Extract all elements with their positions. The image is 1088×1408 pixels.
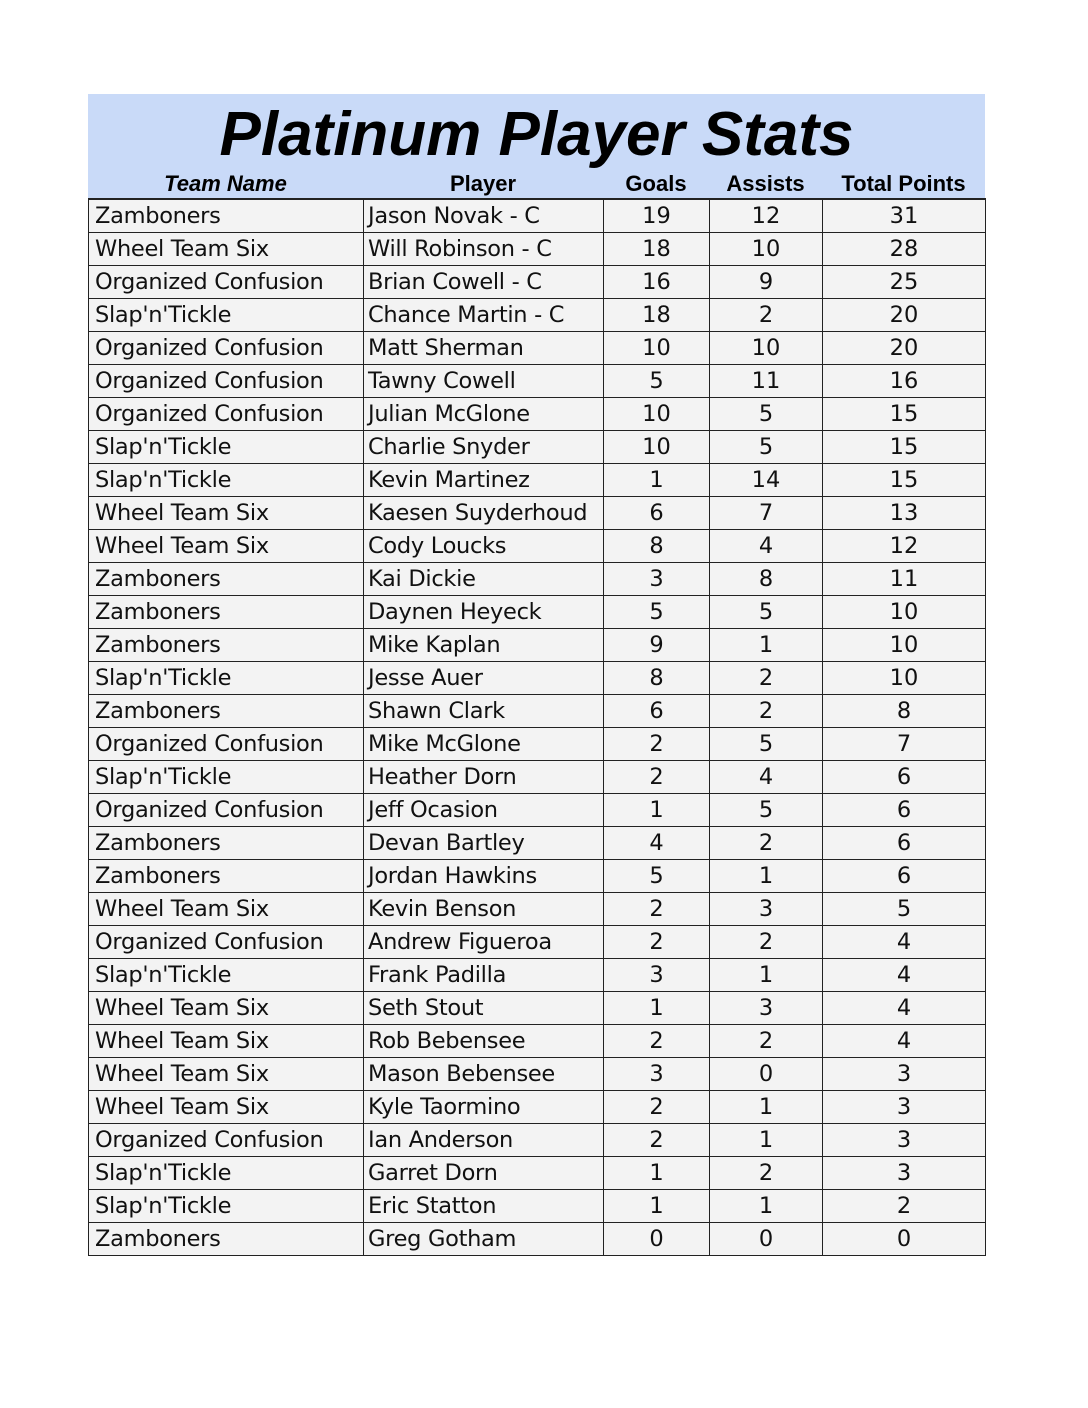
cell-total-points[interactable]: 6: [823, 827, 986, 860]
player-stats-table: [88, 198, 986, 1256]
cell-total-points[interactable]: 4: [823, 926, 986, 959]
cell-goals[interactable]: 18: [604, 233, 710, 266]
page-title: Platinum Player Stats: [219, 100, 854, 169]
cell-assists[interactable]: 10: [710, 233, 823, 266]
cell-goals[interactable]: 1: [604, 464, 710, 497]
cell-player[interactable]: Heather Dorn: [364, 761, 604, 794]
table-row: [89, 893, 986, 926]
cell-goals[interactable]: 4: [604, 827, 710, 860]
cell-total-points[interactable]: 15: [823, 398, 986, 431]
cell-goals[interactable]: 6: [604, 695, 710, 728]
cell-assists[interactable]: 2: [710, 1025, 823, 1058]
cell-player[interactable]: Julian McGlone: [364, 398, 604, 431]
column-header-team-name: Team Name: [164, 171, 287, 196]
cell-player[interactable]: Daynen Heyeck: [364, 596, 604, 629]
cell-player[interactable]: Jason Novak - C: [364, 199, 604, 233]
cell-team-name[interactable]: Slap'n'Tickle: [89, 1190, 364, 1223]
cell-assists[interactable]: 8: [710, 563, 823, 596]
cell-total-points[interactable]: 3: [823, 1058, 986, 1091]
cell-total-points[interactable]: 4: [823, 1025, 986, 1058]
cell-player[interactable]: Eric Statton: [364, 1190, 604, 1223]
cell-goals[interactable]: 1: [604, 794, 710, 827]
table-row: [89, 199, 986, 233]
cell-assists[interactable]: 1: [710, 629, 823, 662]
cell-team-name[interactable]: Wheel Team Six: [89, 530, 364, 563]
table-row: [89, 794, 986, 827]
cell-goals[interactable]: 2: [604, 1091, 710, 1124]
cell-team-name[interactable]: Organized Confusion: [89, 728, 364, 761]
cell-total-points[interactable]: 2: [823, 1190, 986, 1223]
table-row: [89, 695, 986, 728]
cell-player[interactable]: Matt Sherman: [364, 332, 604, 365]
cell-team-name[interactable]: Slap'n'Tickle: [89, 662, 364, 695]
player-stats-body: [89, 199, 986, 1256]
cell-player[interactable]: Devan Bartley: [364, 827, 604, 860]
table-row: [89, 563, 986, 596]
cell-total-points[interactable]: 10: [823, 596, 986, 629]
table-row: [89, 860, 986, 893]
cell-team-name[interactable]: Organized Confusion: [89, 398, 364, 431]
table-row: [89, 365, 986, 398]
cell-total-points[interactable]: 15: [823, 431, 986, 464]
table-row: [89, 1190, 986, 1223]
cell-total-points[interactable]: 10: [823, 662, 986, 695]
cell-goals[interactable]: 2: [604, 1025, 710, 1058]
table-row: [89, 464, 986, 497]
table-row: [89, 497, 986, 530]
table-row: [89, 299, 986, 332]
cell-assists[interactable]: 4: [710, 530, 823, 563]
cell-player[interactable]: Andrew Figueroa: [364, 926, 604, 959]
cell-player[interactable]: Jeff Ocasion: [364, 794, 604, 827]
cell-total-points[interactable]: 20: [823, 299, 986, 332]
cell-team-name[interactable]: Slap'n'Tickle: [89, 299, 364, 332]
table-row: [89, 1091, 986, 1124]
cell-assists[interactable]: 4: [710, 761, 823, 794]
cell-total-points[interactable]: 28: [823, 233, 986, 266]
cell-total-points[interactable]: 8: [823, 695, 986, 728]
table-row: [89, 530, 986, 563]
cell-player[interactable]: Seth Stout: [364, 992, 604, 1025]
cell-assists[interactable]: 1: [710, 860, 823, 893]
cell-goals[interactable]: 3: [604, 1058, 710, 1091]
cell-goals[interactable]: 10: [604, 332, 710, 365]
cell-team-name[interactable]: Organized Confusion: [89, 365, 364, 398]
cell-assists[interactable]: 1: [710, 1124, 823, 1157]
cell-assists[interactable]: 2: [710, 662, 823, 695]
cell-total-points[interactable]: 25: [823, 266, 986, 299]
cell-goals[interactable]: 5: [604, 596, 710, 629]
cell-goals[interactable]: 18: [604, 299, 710, 332]
cell-goals[interactable]: 8: [604, 530, 710, 563]
cell-player[interactable]: Kevin Martinez: [364, 464, 604, 497]
cell-total-points[interactable]: 7: [823, 728, 986, 761]
cell-assists[interactable]: 14: [710, 464, 823, 497]
cell-player[interactable]: Mike Kaplan: [364, 629, 604, 662]
cell-team-name[interactable]: Slap'n'Tickle: [89, 431, 364, 464]
cell-goals[interactable]: 3: [604, 563, 710, 596]
cell-team-name[interactable]: Zamboners: [89, 629, 364, 662]
cell-total-points[interactable]: 3: [823, 1124, 986, 1157]
cell-goals[interactable]: 2: [604, 926, 710, 959]
cell-total-points[interactable]: 31: [823, 199, 986, 233]
cell-total-points[interactable]: 15: [823, 464, 986, 497]
cell-team-name[interactable]: Wheel Team Six: [89, 1091, 364, 1124]
cell-team-name[interactable]: Slap'n'Tickle: [89, 464, 364, 497]
cell-assists[interactable]: 0: [710, 1223, 823, 1256]
cell-total-points[interactable]: 3: [823, 1091, 986, 1124]
table-row: [89, 662, 986, 695]
cell-goals[interactable]: 2: [604, 1124, 710, 1157]
cell-team-name[interactable]: Zamboners: [89, 563, 364, 596]
cell-goals[interactable]: 5: [604, 365, 710, 398]
cell-goals[interactable]: 9: [604, 629, 710, 662]
cell-team-name[interactable]: Zamboners: [89, 1223, 364, 1256]
cell-total-points[interactable]: 6: [823, 794, 986, 827]
cell-assists[interactable]: 1: [710, 1091, 823, 1124]
cell-assists[interactable]: 2: [710, 299, 823, 332]
cell-player[interactable]: Charlie Snyder: [364, 431, 604, 464]
cell-player[interactable]: Jordan Hawkins: [364, 860, 604, 893]
cell-goals[interactable]: 2: [604, 761, 710, 794]
cell-team-name[interactable]: Organized Confusion: [89, 266, 364, 299]
table-row: [89, 596, 986, 629]
table-row: [89, 1025, 986, 1058]
table-row: [89, 728, 986, 761]
table-row: [89, 992, 986, 1025]
cell-team-name[interactable]: Wheel Team Six: [89, 1025, 364, 1058]
cell-player[interactable]: Greg Gotham: [364, 1223, 604, 1256]
table-row: [89, 629, 986, 662]
cell-team-name[interactable]: Zamboners: [89, 827, 364, 860]
title-band: [88, 94, 985, 198]
cell-total-points[interactable]: 6: [823, 761, 986, 794]
cell-goals[interactable]: 19: [604, 199, 710, 233]
cell-team-name[interactable]: Wheel Team Six: [89, 1058, 364, 1091]
table-row: [89, 431, 986, 464]
cell-player[interactable]: Kai Dickie: [364, 563, 604, 596]
cell-player[interactable]: Mason Bebensee: [364, 1058, 604, 1091]
table-row: [89, 1058, 986, 1091]
cell-player[interactable]: Frank Padilla: [364, 959, 604, 992]
cell-player[interactable]: Rob Bebensee: [364, 1025, 604, 1058]
cell-assists[interactable]: 3: [710, 893, 823, 926]
cell-assists[interactable]: 1: [710, 1190, 823, 1223]
cell-player[interactable]: Brian Cowell - C: [364, 266, 604, 299]
cell-total-points[interactable]: 13: [823, 497, 986, 530]
cell-assists[interactable]: 5: [710, 728, 823, 761]
cell-total-points[interactable]: 4: [823, 959, 986, 992]
cell-total-points[interactable]: 16: [823, 365, 986, 398]
cell-assists[interactable]: 2: [710, 827, 823, 860]
cell-goals[interactable]: 3: [604, 959, 710, 992]
cell-goals[interactable]: 10: [604, 398, 710, 431]
cell-assists[interactable]: 11: [710, 365, 823, 398]
cell-team-name[interactable]: Zamboners: [89, 199, 364, 233]
table-row: [89, 1157, 986, 1190]
cell-goals[interactable]: 2: [604, 728, 710, 761]
cell-player[interactable]: Will Robinson - C: [364, 233, 604, 266]
cell-team-name[interactable]: Organized Confusion: [89, 332, 364, 365]
cell-total-points[interactable]: 5: [823, 893, 986, 926]
cell-player[interactable]: Tawny Cowell: [364, 365, 604, 398]
cell-team-name[interactable]: Organized Confusion: [89, 1124, 364, 1157]
column-header-row: [88, 170, 985, 198]
cell-player[interactable]: Kevin Benson: [364, 893, 604, 926]
cell-total-points[interactable]: 10: [823, 629, 986, 662]
cell-team-name[interactable]: Slap'n'Tickle: [89, 1157, 364, 1190]
table-row: [89, 266, 986, 299]
cell-team-name[interactable]: Wheel Team Six: [89, 497, 364, 530]
cell-assists[interactable]: 5: [710, 398, 823, 431]
cell-total-points[interactable]: 6: [823, 860, 986, 893]
cell-team-name[interactable]: Slap'n'Tickle: [89, 959, 364, 992]
cell-goals[interactable]: 5: [604, 860, 710, 893]
table-row: [89, 1223, 986, 1256]
table-row: [89, 959, 986, 992]
cell-player[interactable]: Kyle Taormino: [364, 1091, 604, 1124]
cell-team-name[interactable]: Zamboners: [89, 860, 364, 893]
table-row: [89, 332, 986, 365]
cell-goals[interactable]: 10: [604, 431, 710, 464]
table-row: [89, 761, 986, 794]
cell-assists[interactable]: 9: [710, 266, 823, 299]
cell-team-name[interactable]: Zamboners: [89, 695, 364, 728]
cell-team-name[interactable]: Slap'n'Tickle: [89, 761, 364, 794]
cell-goals[interactable]: 1: [604, 1190, 710, 1223]
cell-player[interactable]: Chance Martin - C: [364, 299, 604, 332]
cell-goals[interactable]: 2: [604, 893, 710, 926]
column-header-assists: Assists: [726, 171, 805, 196]
cell-player[interactable]: Kaesen Suyderhoud: [364, 497, 604, 530]
cell-player[interactable]: Ian Anderson: [364, 1124, 604, 1157]
cell-assists[interactable]: 5: [710, 596, 823, 629]
table-row: [89, 827, 986, 860]
stats-sheet: [88, 94, 985, 1256]
table-row: [89, 926, 986, 959]
column-header-total-points: Total Points: [841, 171, 966, 196]
cell-team-name[interactable]: Wheel Team Six: [89, 992, 364, 1025]
column-header-goals: Goals: [625, 171, 687, 196]
cell-goals[interactable]: 1: [604, 1157, 710, 1190]
cell-goals[interactable]: 0: [604, 1223, 710, 1256]
cell-assists[interactable]: 5: [710, 431, 823, 464]
cell-assists[interactable]: 2: [710, 926, 823, 959]
cell-player[interactable]: Mike McGlone: [364, 728, 604, 761]
cell-assists[interactable]: 0: [710, 1058, 823, 1091]
cell-assists[interactable]: 7: [710, 497, 823, 530]
cell-goals[interactable]: 16: [604, 266, 710, 299]
cell-total-points[interactable]: 11: [823, 563, 986, 596]
cell-goals[interactable]: 8: [604, 662, 710, 695]
cell-total-points[interactable]: 4: [823, 992, 986, 1025]
cell-goals[interactable]: 6: [604, 497, 710, 530]
cell-total-points[interactable]: 3: [823, 1157, 986, 1190]
cell-player[interactable]: Garret Dorn: [364, 1157, 604, 1190]
cell-player[interactable]: Cody Loucks: [364, 530, 604, 563]
cell-team-name[interactable]: Wheel Team Six: [89, 233, 364, 266]
cell-assists[interactable]: 12: [710, 199, 823, 233]
cell-player[interactable]: Shawn Clark: [364, 695, 604, 728]
cell-team-name[interactable]: Organized Confusion: [89, 926, 364, 959]
cell-total-points[interactable]: 0: [823, 1223, 986, 1256]
cell-total-points[interactable]: 20: [823, 332, 986, 365]
cell-assists[interactable]: 1: [710, 959, 823, 992]
cell-assists[interactable]: 2: [710, 695, 823, 728]
cell-assists[interactable]: 10: [710, 332, 823, 365]
column-header-player: Player: [449, 171, 517, 196]
cell-assists[interactable]: 3: [710, 992, 823, 1025]
cell-goals[interactable]: 1: [604, 992, 710, 1025]
cell-assists[interactable]: 2: [710, 1157, 823, 1190]
table-row: [89, 1124, 986, 1157]
cell-assists[interactable]: 5: [710, 794, 823, 827]
cell-team-name[interactable]: Zamboners: [89, 596, 364, 629]
cell-team-name[interactable]: Organized Confusion: [89, 794, 364, 827]
table-row: [89, 398, 986, 431]
cell-total-points[interactable]: 12: [823, 530, 986, 563]
cell-player[interactable]: Jesse Auer: [364, 662, 604, 695]
cell-team-name[interactable]: Wheel Team Six: [89, 893, 364, 926]
table-row: [89, 233, 986, 266]
